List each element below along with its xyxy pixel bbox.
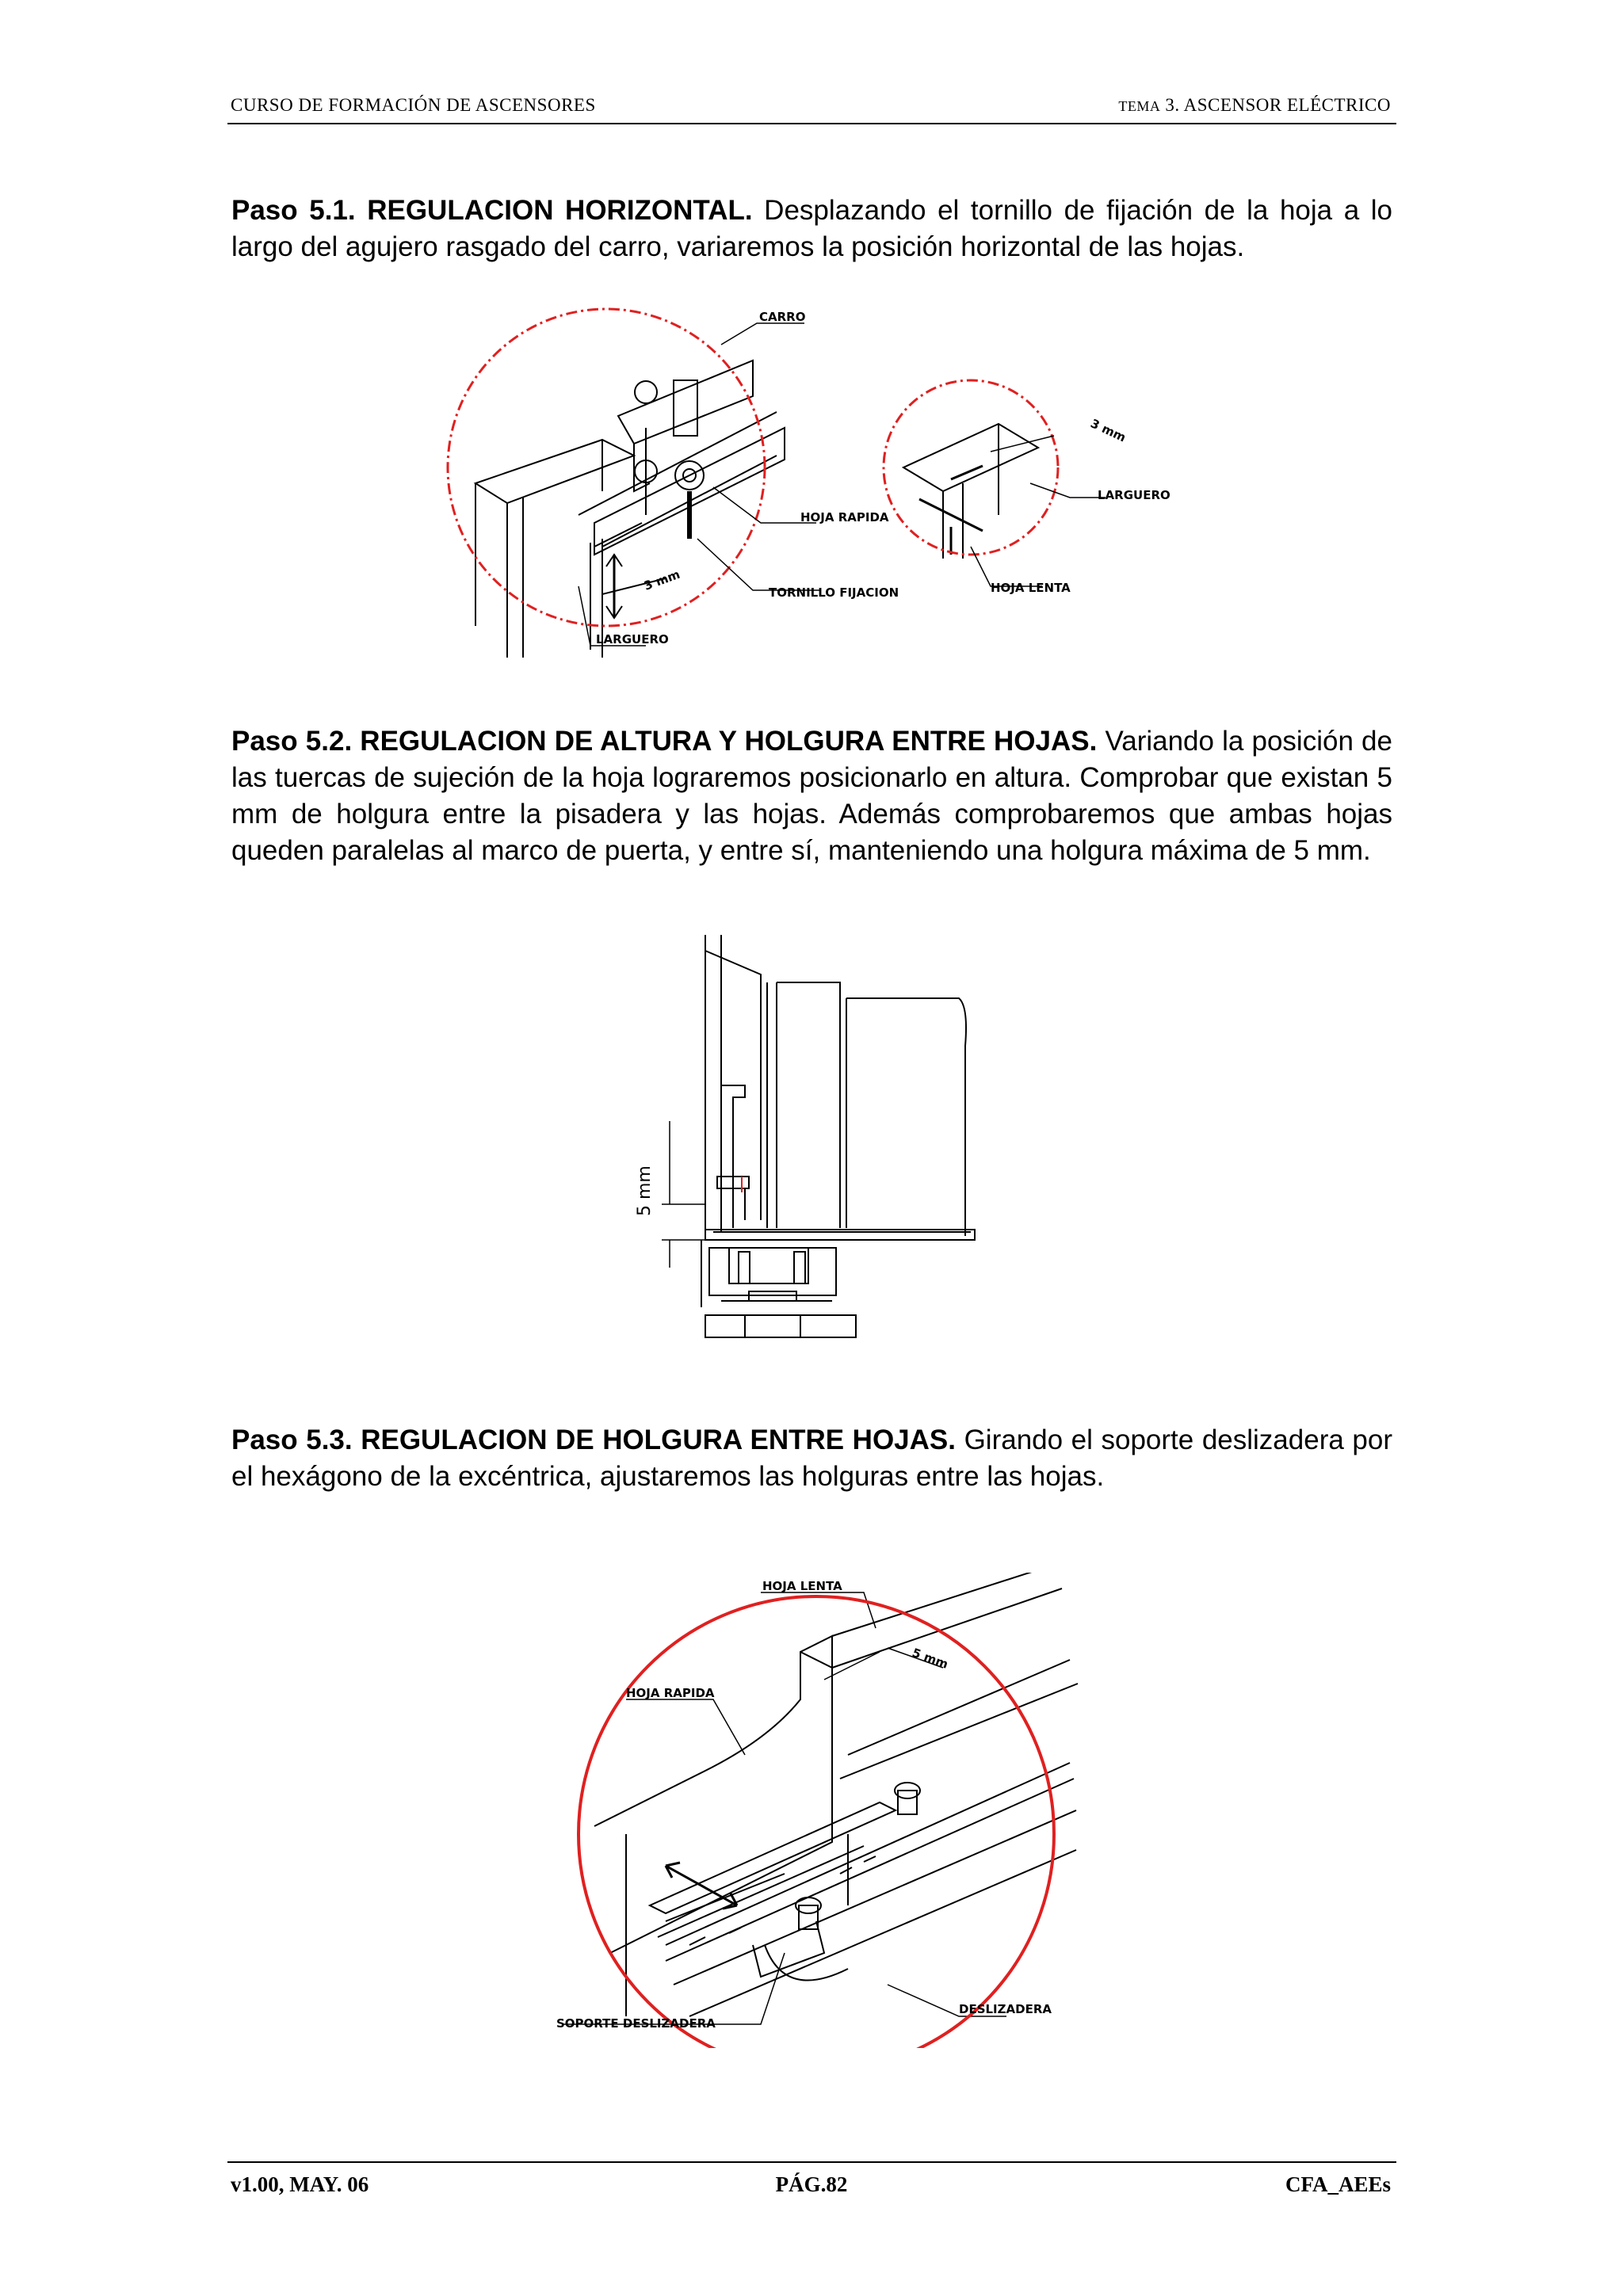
label-tornillo-fijacion: TORNILLO FIJACION (769, 585, 899, 600)
dimension-5mm (662, 1121, 705, 1268)
footer-rule (227, 2161, 1396, 2163)
detail-circle-right (884, 380, 1058, 555)
header-tema-label: TEMA (1118, 98, 1161, 114)
header-rule (227, 123, 1396, 124)
door-section-drawing (701, 935, 975, 1337)
label-hoja-lenta: HOJA LENTA (991, 581, 1071, 595)
label-larguero-right: LARGUERO (1098, 488, 1170, 502)
figure-height-regulation (626, 935, 991, 1347)
footer-doc-code: CFA_AEEs (1285, 2172, 1391, 2196)
section-body: Girando el soporte deslizadera por el hexágono de la excéntrica, ajustaremos las holguras entre las hojas. (231, 1425, 1392, 1492)
figure-horizontal-regulation (444, 285, 1205, 666)
section-body: Variando la posición de las tuercas de sujeción de la hoja lograremos posicionarlo en altura. Comprobar que existan 5 mm de holgura entre la pisadera y las hojas. Además comprobaremos que ambas hojas queden paralelas al marco de puerta, y entre sí, manteniendo una holgura máxima de 5 mm. (231, 726, 1392, 866)
header-topic-title: 3. ASCENSOR ELÉCTRICO (1165, 95, 1391, 115)
figure-gap-regulation (547, 1573, 1094, 2048)
label-5mm: 5 mm (635, 1165, 655, 1216)
label-hoja-rapida: HOJA RAPIDA (800, 510, 889, 524)
label-hoja-lenta: HOJA LENTA (762, 1579, 842, 1593)
label-carro: CARRO (759, 310, 806, 324)
footer-version: v1.00, MAY. 06 (231, 2172, 369, 2196)
section-body: Desplazando el tornillo de fijación de la hoja a lo largo del agujero rasgado del carro, variaremos la posición horizontal de las hojas. (231, 195, 1392, 262)
header-topic (1118, 95, 1391, 116)
label-soporte-deslizadera: SOPORTE DESLIZADERA (556, 2016, 716, 2031)
label-mm-left: 3 mm (642, 566, 682, 593)
section-title: Paso 5.2. REGULACION DE ALTURA Y HOLGURA ENTRE HOJAS. (231, 726, 1098, 757)
hoja-detail-drawing (903, 424, 1038, 559)
section-5-1 (231, 193, 1392, 265)
label-larguero-left: LARGUERO (596, 632, 669, 646)
slider-detail-drawing (594, 1573, 1078, 2016)
header-course-title: CURSO DE FORMACIÓN DE ASCENSORES (231, 95, 596, 115)
footer-page-number: PÁG.82 (775, 2172, 848, 2196)
section-5-2 (231, 723, 1392, 869)
label-mm-right: 3 mm (1088, 416, 1128, 445)
carro-detail-drawing (475, 360, 785, 658)
section-title: Paso 5.1. REGULACION HORIZONTAL. (231, 195, 753, 226)
label-hoja-rapida: HOJA RAPIDA (626, 1686, 715, 1700)
label-deslizadera: DESLIZADERA (959, 2002, 1052, 2016)
section-5-3 (231, 1422, 1392, 1495)
section-title: Paso 5.3. REGULACION DE HOLGURA ENTRE HOJAS. (231, 1425, 956, 1455)
label-5mm: 5 mm (910, 1645, 950, 1672)
detail-circle-left (448, 309, 765, 626)
